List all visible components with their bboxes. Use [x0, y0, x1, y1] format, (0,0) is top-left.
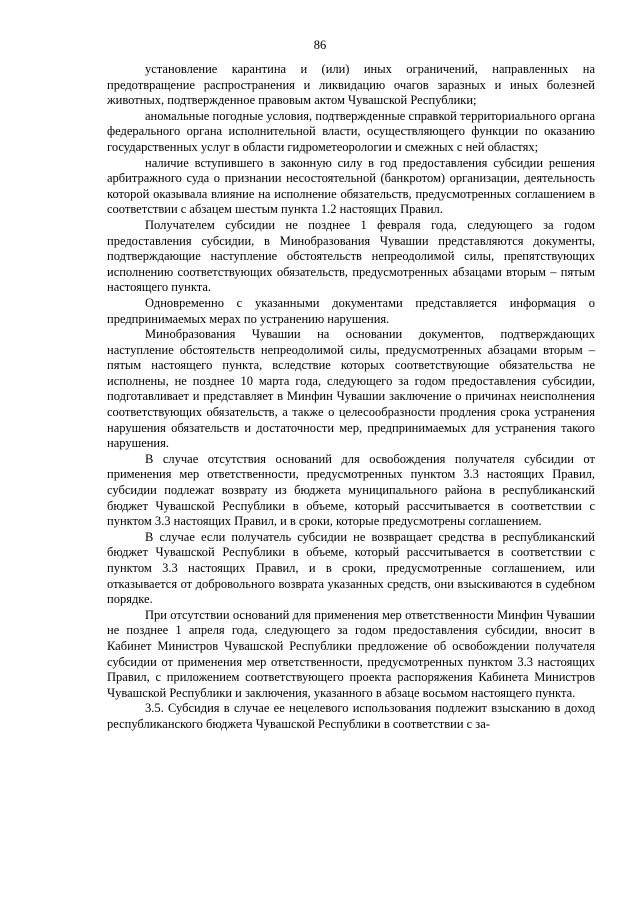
paragraph-exemption-proposal: При отсутствии оснований для применения мер ответственности Минфин Чувашии не позднее 1 апреля года, следующего за годом предоставления субсидии, вносит в Кабинет Министров Чувашской Республики предложение об освобождении получателя субсидии от применения мер ответственности, предусмотренных пунктом 3.3 настоящих Правил, с приложением соответствующего проекта распоряжения Кабинета Министров Чувашской Республики и заключения, указанного в абзаце восьмом настоящего пункта. [107, 607, 595, 700]
paragraph-court-recovery: В случае если получатель субсидии не возвращает средства в республиканский бюджет Чувашской Республики в объеме, который рассчитывается в соответствии с пунктом 3.3 настоящих Правил, и в сроки, предусмотренные соглашением, или отказывается от добровольного возврата указанных средств, они взыскиваются в судебном порядке. [107, 529, 595, 607]
paragraph-refund: В случае отсутствия оснований для освобождения получателя субсидии от применения мер ответственности, предусмотренных пунктом 3.3 настоящих Правил, субсидии подлежат возврату из бюджета муниципального района в республиканский бюджет Чувашской Республики в объеме, который рассчитывается в соответствии с пунктом 3.3 настоящих Правил, и в сроки, которые предусмотрены соглашением. [107, 451, 595, 529]
paragraph-weather: аномальные погодные условия, подтвержденные справкой территориального органа федерального органа исполнительной власти, осуществляющего функции по оказанию государственных услуг в области гидрометеорологии и смежных с ней областях; [107, 108, 595, 154]
page-number: 86 [313, 38, 327, 52]
paragraph-documents-deadline: Получателем субсидии не позднее 1 февраля года, следующего за годом предоставления субсидии, в Минобразования Чувашии представляются документы, подтверждающие наступление обстоятельств непреодолимой силы, препятствующих исполнению соответствующих обязательств, предусмотренных абзацами вторым – пятым настоящего пункта. [107, 217, 595, 295]
paragraph-misuse-recovery: 3.5. Субсидия в случае ее нецелевого использования подлежит взысканию в доход республиканского бюджета Чувашской Республики в соответствии с за- [107, 701, 595, 731]
paragraph-ministry-conclusion: Минобразования Чувашии на основании документов, подтверждающих наступление обстоятельств непреодолимой силы, предусмотренных абзацами вторым – пятым настоящего пункта, вследствие которых соответствующие обязательства не исполнены, не позднее 10 марта года, следующего за годом предоставления субсидии, подготавливает и представляет в Минфин Чувашии заключение о причинах неисполнения соответствующих обязательств, а также о целесообразности продления срока устранения нарушения обязательств и достаточности мер, предпринимаемых для устранения такого нарушения. [107, 327, 595, 451]
paragraph-bankruptcy: наличие вступившего в законную силу в год предоставления субсидии решения арбитражного суда о признании несостоятельной (банкротом) организации, деятельность которой оказывала влияние на исполнение обязательств, предусмотренных соглашением в соответствии с абзацем шестым пункта 1.2 настоящих Правил. [107, 155, 595, 217]
paragraph-quarantine: установление карантина и (или) иных ограничений, направленных на предотвращение распространения и ликвидацию очагов заразных и иных болезней животных, подтвержденное правовым актом Чувашской Республики; [107, 62, 595, 108]
paragraph-remedy-info: Одновременно с указанными документами представляется информация о предпринимаемых мерах по устранению нарушения. [107, 295, 595, 326]
document-body [107, 62, 595, 733]
